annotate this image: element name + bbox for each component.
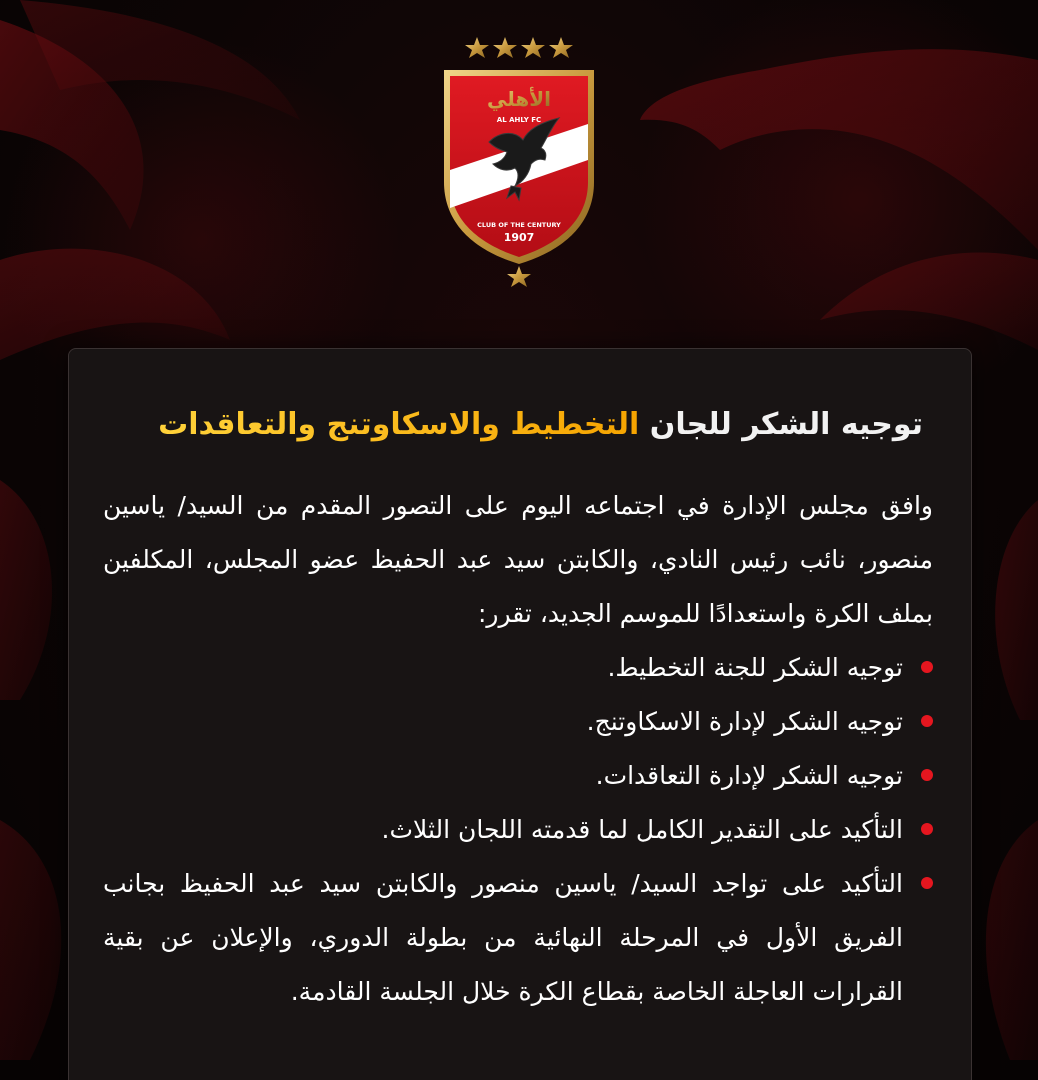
bullet-dot-icon (921, 823, 933, 835)
bullet-dot-icon (921, 769, 933, 781)
bullet-dot-icon (921, 715, 933, 727)
top-stars (465, 37, 573, 58)
bullet-dot-icon (921, 877, 933, 889)
list-item-text: التأكيد على التقدير الكامل لما قدمته اللجان الثلاث. (381, 815, 903, 844)
logo-year: 1907 (503, 231, 535, 244)
list-item (103, 641, 933, 695)
intro-paragraph: وافق مجلس الإدارة في اجتماعه اليوم على التصور المقدم من السيد/ ياسين منصور، نائب رئيس النادي، والكابتن سيد عبد الحفيظ عضو المجلس، المكلفين بملف الكرة واستعدادًا للموسم الجديد، تقرر: (103, 491, 933, 628)
list-item (103, 857, 933, 1019)
announcement-body (103, 479, 933, 1019)
logo-motto: CLUB OF THE CENTURY (477, 221, 561, 229)
club-logo (419, 32, 619, 294)
logo-arabic-name: الأهلي (486, 87, 552, 111)
list-item-text: التأكيد على تواجد السيد/ ياسين منصور والكابتن سيد عبد الحفيظ بجانب الفريق الأول في المرحلة النهائية من بطولة الدوري، والإعلان عن بقية القرارات العاجلة الخاصة بقطاع الكرة خلال الجلسة القادمة. (103, 869, 903, 1006)
logo-english-name: AL AHLY FC (496, 116, 542, 124)
bullet-dot-icon (921, 661, 933, 673)
title-part-2-highlight: التخطيط والاسكاوتنج والتعاقدات (158, 407, 640, 442)
list-item-text: توجيه الشكر للجنة التخطيط. (607, 653, 903, 682)
list-item-text: توجيه الشكر لإدارة الاسكاوتنج. (586, 707, 903, 736)
decisions-list (103, 641, 933, 1019)
list-item (103, 749, 933, 803)
list-item (103, 803, 933, 857)
list-item-text: توجيه الشكر لإدارة التعاقدات. (595, 761, 903, 790)
announcement-title (113, 401, 923, 449)
list-item (103, 695, 933, 749)
announcement-card (68, 348, 972, 1080)
bottom-star (507, 266, 531, 287)
title-part-1: توجيه الشكر للجان (649, 407, 923, 442)
